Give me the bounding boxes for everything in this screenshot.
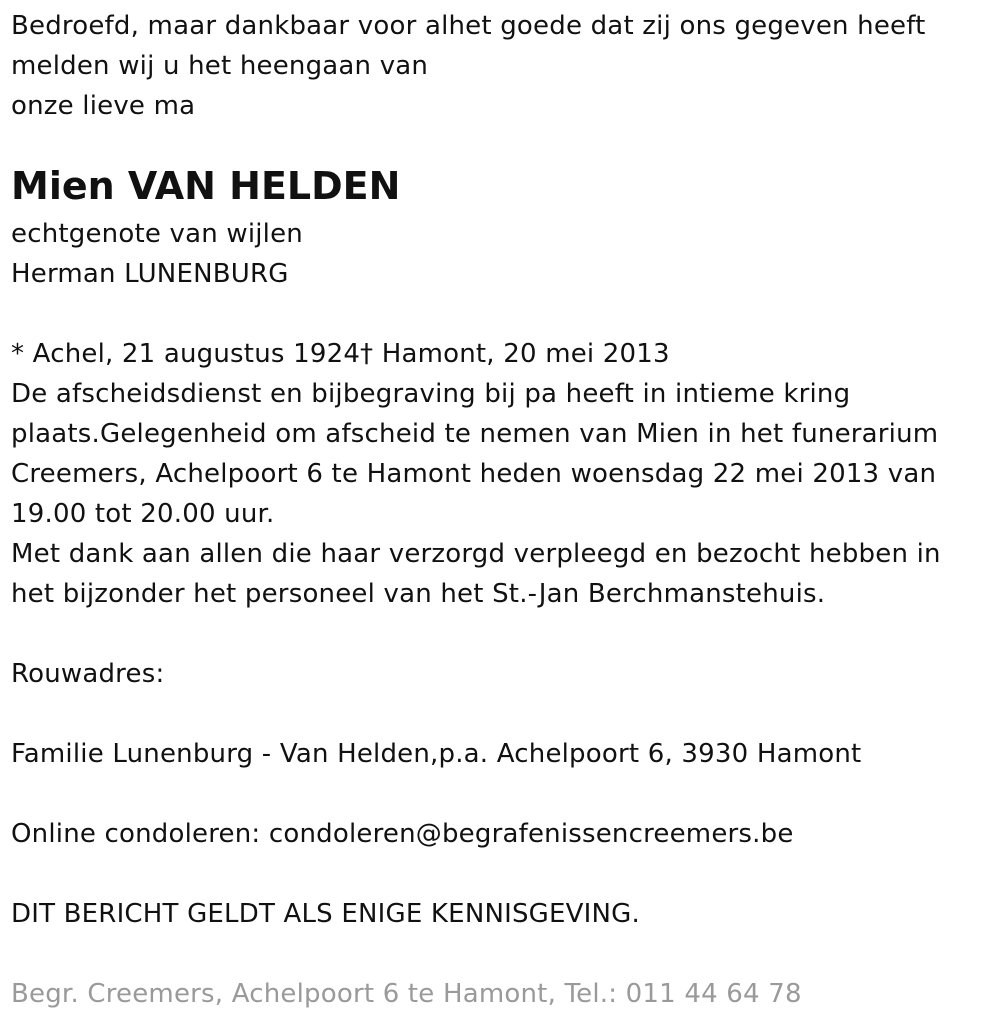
mourning-address-label: Rouwadres: [11, 659, 165, 689]
thanks-line-2: het bijzonder het personeel van het St.-Jan Berchmanstehuis. [11, 579, 826, 609]
online-condolences: Online condoleren: condoleren@begrafenissencreemers.be [11, 819, 794, 849]
thanks-line-1: Met dank aan allen die haar verzorgd verpleegd en bezocht hebben in [11, 539, 941, 569]
intro-line-3: onze lieve ma [11, 91, 196, 121]
birth-death-dates: * Achel, 21 augustus 1924† Hamont, 20 mei 2013 [11, 339, 670, 369]
intro-line-2: melden wij u het heengaan van [11, 51, 429, 81]
relation-line-1: echtgenote van wijlen [11, 219, 303, 249]
intro-line-1: Bedroefd, maar dankbaar voor alhet goede dat zij ons gegeven heeft [11, 11, 926, 41]
relation-line-2: Herman LUNENBURG [11, 259, 289, 289]
service-line-1: De afscheidsdienst en bijbegraving bij pa heeft in intieme kring [11, 379, 851, 409]
service-line-3: Creemers, Achelpoort 6 te Hamont heden woensdag 22 mei 2013 van [11, 459, 937, 489]
service-line-2: plaats.Gelegenheid om afscheid te nemen van Mien in het funerarium [11, 419, 939, 449]
service-line-4: 19.00 tot 20.00 uur. [11, 499, 275, 529]
notice-statement: DIT BERICHT GELDT ALS ENIGE KENNISGEVING. [11, 899, 640, 929]
mourning-address: Familie Lunenburg - Van Helden,p.a. Achelpoort 6, 3930 Hamont [11, 739, 862, 769]
funeral-home-footer: Begr. Creemers, Achelpoort 6 te Hamont, Tel.: 011 44 64 78 [11, 979, 802, 1009]
deceased-name: Mien VAN HELDEN [11, 164, 401, 208]
